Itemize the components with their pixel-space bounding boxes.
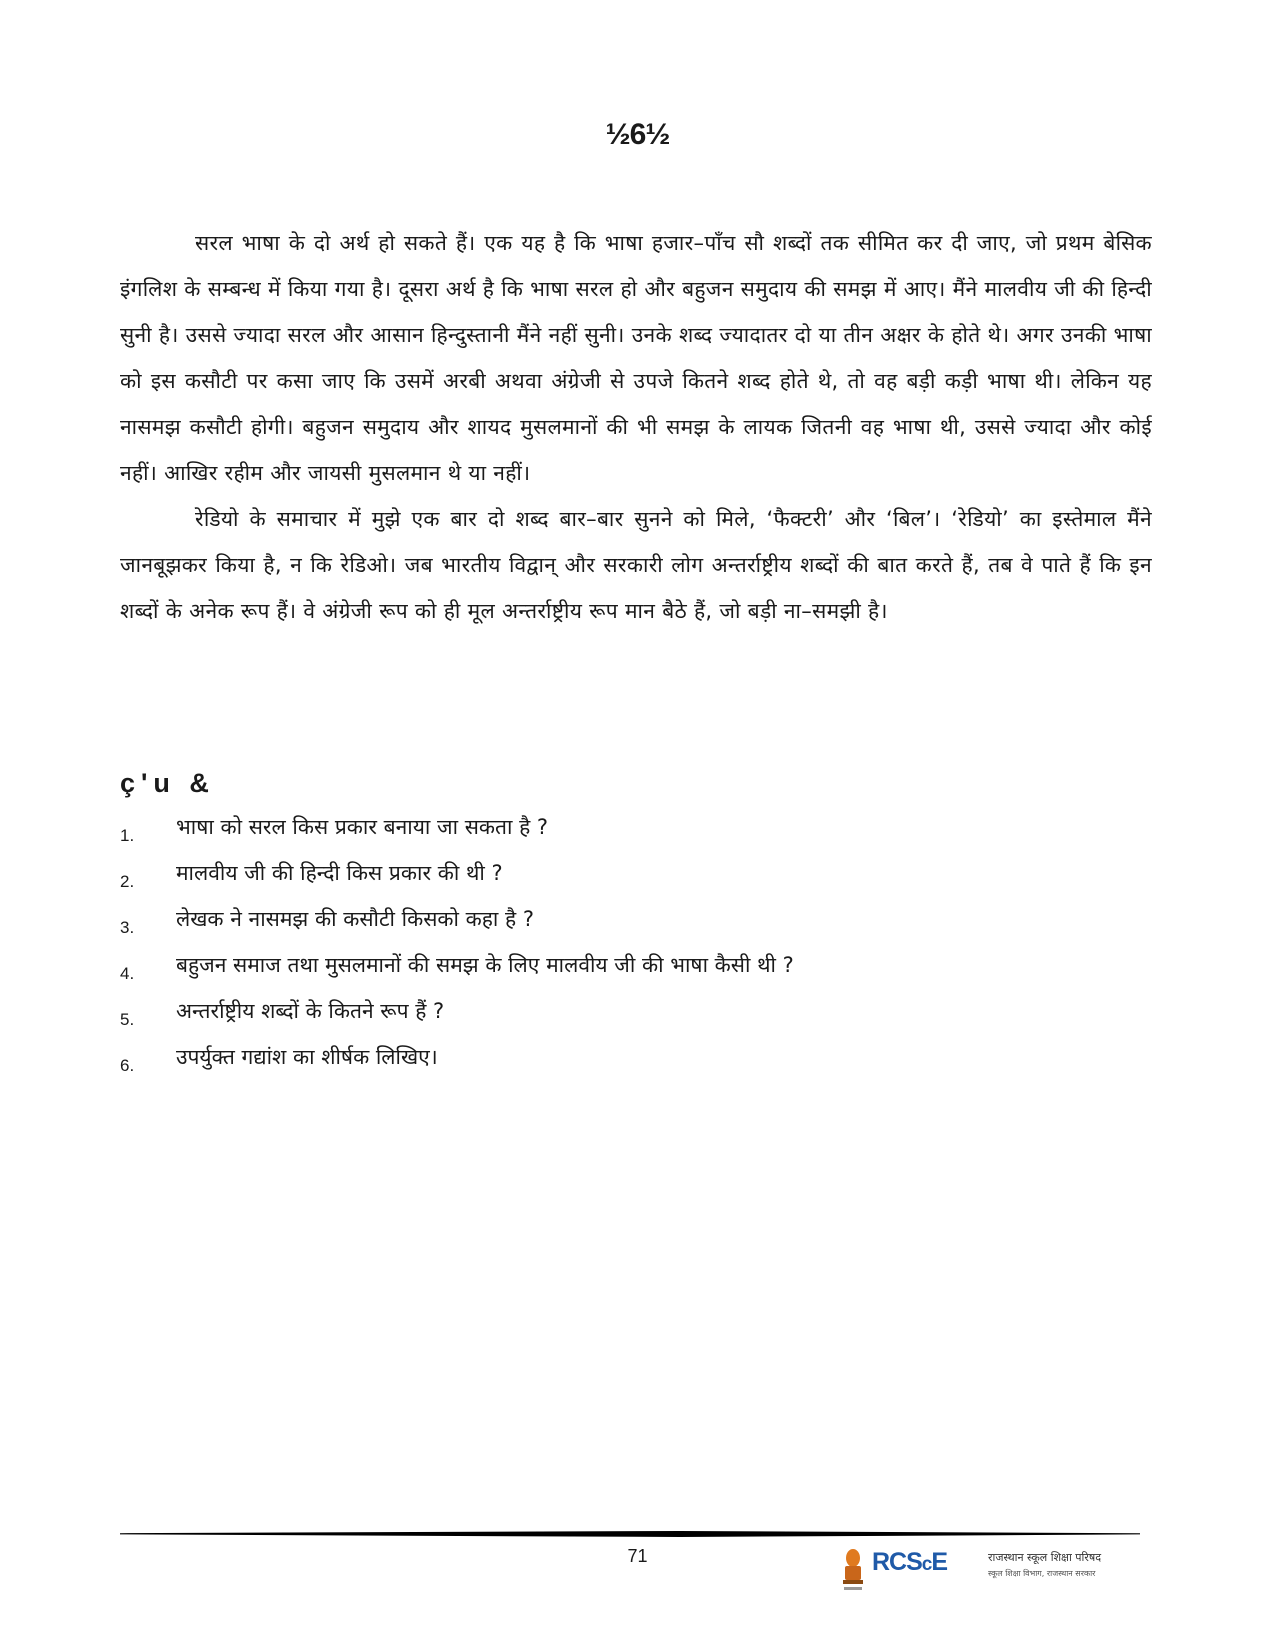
state-emblem-icon	[838, 1544, 868, 1594]
passage-paragraph-1: सरल भाषा के दो अर्थ हो सकते हैं। एक यह है कि भाषा हजार–पाँच सौ शब्दों तक सीमित कर दी जाए, जो प्रथम बेसिक इंगलिश के सम्बन्ध में किया गया है। दूसरा अर्थ है कि भाषा सरल हो और बहुजन समुदाय की समझ में आए। मैंने मालवीय जी की हिन्दी सुनी है। उससे ज्यादा सरल और आसान हिन्दुस्तानी मैंने नहीं सुनी। उनके शब्द ज्यादातर दो या तीन अक्षर के होते थे। अगर उनकी भाषा को इस कसौटी पर कसा जाए कि उसमें अरबी अथवा अंग्रेजी से उपजे कितने शब्द होते थे, तो वह बड़ी कड़ी भाषा थी। लेकिन यह नासमझ कसौटी होगी। बहुजन समुदाय और शायद मुसलमानों की भी समझ के लायक जितनी वह भाषा थी, उससे ज्यादा और कोई नहीं। आखिर रहीम और जायसी मुसलमान थे या नहीं।	[120, 231, 1152, 485]
question-item	[120, 1042, 1120, 1088]
question-number: 6.	[120, 1056, 135, 1075]
questions-heading: ç'u &	[120, 768, 215, 798]
question-text: भाषा को सरल किस प्रकार बनाया जा सकता है ?	[176, 815, 549, 839]
question-item	[120, 996, 1120, 1042]
question-text: अन्तर्राष्ट्रीय शब्दों के कितने रूप हैं ?	[176, 999, 445, 1023]
footer-rule	[120, 1530, 1140, 1538]
reading-passage	[120, 220, 1152, 634]
question-number: 2.	[120, 872, 135, 891]
logo-department: स्कूल शिक्षा विभाग, राजस्थान सरकार	[988, 1569, 1096, 1578]
question-number: 4.	[120, 964, 135, 983]
question-number: 1.	[120, 826, 135, 845]
question-number: 5.	[120, 1010, 135, 1029]
passage-paragraph-2: रेडियो के समाचार में मुझे एक बार दो शब्द बार–बार सुनने को मिले, ‘फैक्टरी’ और ‘बिल’। ‘रेडियो’ का इस्तेमाल मैंने जानबूझकर किया है, न कि रेडिओ। जब भारतीय विद्वान् और सरकारी लोग अन्तर्राष्ट्रीय शब्दों की बात करते हैं, तब वे पाते हैं कि इन शब्दों के अनेक रूप हैं। वे अंग्रेजी रूप को ही मूल अन्तर्राष्ट्रीय रूप मान बैठे हैं, जो बड़ी ना–समझी है।	[120, 507, 1152, 623]
question-item	[120, 812, 1120, 858]
section-number-heading: ½6½	[605, 118, 670, 151]
question-item	[120, 904, 1120, 950]
logo-wordmark: RCScE	[872, 1548, 948, 1576]
question-number: 3.	[120, 918, 135, 937]
question-text: लेखक ने नासमझ की कसौटी किसको कहा है ?	[176, 907, 535, 931]
question-item	[120, 950, 1120, 996]
logo-council-name: राजस्थान स्कूल शिक्षा परिषद	[988, 1551, 1102, 1564]
question-item	[120, 858, 1120, 904]
question-list	[120, 812, 1120, 1088]
page-number: 71	[627, 1546, 648, 1566]
question-text: मालवीय जी की हिन्दी किस प्रकार की थी ?	[176, 861, 503, 885]
question-text: उपर्युक्त गद्यांश का शीर्षक लिखिए।	[176, 1045, 438, 1069]
rcsce-logo	[838, 1544, 1130, 1594]
question-text: बहुजन समाज तथा मुसलमानों की समझ के लिए मालवीय जी की भाषा कैसी थी ?	[176, 953, 794, 977]
